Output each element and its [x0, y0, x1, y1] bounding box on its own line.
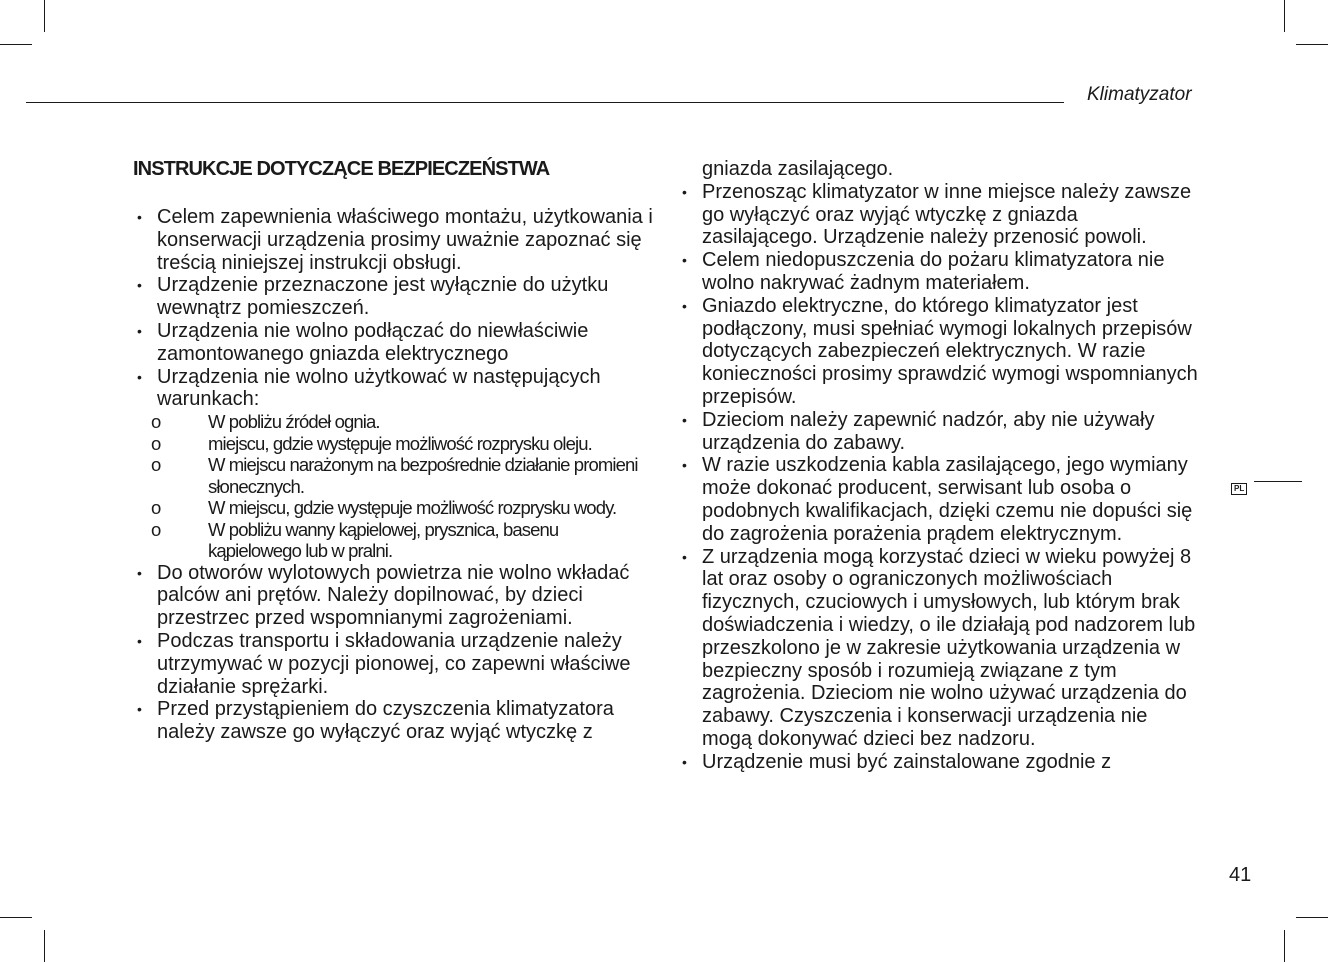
list-item: • Podczas transportu i składowania urządzenie należy utrzymywać w pozycji pionowej, co zapewni właściwe działanie sprężarki. [133, 630, 653, 698]
sublist-item: o W miejscu, gdzie występuje możliwość rozprysku wody. [133, 497, 653, 519]
conditions-sublist [133, 411, 653, 562]
language-tab-rule [1254, 481, 1302, 482]
list-item-continuation: gniazda zasilającego. [702, 158, 894, 180]
list-item: • Celem zapewnienia właściwego montażu, użytkowania i konserwacji urządzenia prosimy uważnie zapoznać się treścią niniejszej instrukcji obsługi. [133, 206, 653, 274]
safety-list [133, 206, 653, 411]
crop-mark [1284, 930, 1285, 962]
list-item: • Urządzenia nie wolno użytkować w następujących warunkach: [133, 366, 653, 412]
sublist-item: o miejscu, gdzie występuje możliwość rozprysku oleju. [133, 433, 653, 455]
list-item: • W razie uszkodzenia kabla zasilającego, jego wymiany może dokonać producent, serwisant lub osoba o podobnych kwalifikacjach, dzięki czemu nie dopuści się do zagrożenia porażenia prądem elektrycznym. [678, 454, 1198, 545]
section-heading: INSTRUKCJE DOTYCZĄCE BEZPIECZEŃSTWA [133, 158, 550, 180]
safety-list-right [678, 158, 1198, 774]
crop-mark [44, 0, 45, 32]
header-rule [26, 102, 1064, 103]
list-item: • Dzieciom należy zapewnić nadzór, aby nie używały urządzenia do zabawy. [678, 409, 1198, 455]
list-item: • Urządzenie przeznaczone jest wyłącznie do użytku wewnątrz pomieszczeń. [133, 274, 653, 320]
safety-list-continued [133, 562, 653, 744]
crop-mark [1296, 917, 1328, 918]
crop-mark [0, 44, 32, 45]
sublist-item: o W pobliżu wanny kąpielowej, prysznica, basenu kąpielowego lub w pralni. [133, 519, 653, 562]
crop-mark [0, 917, 32, 918]
list-item: • Urządzenie musi być zainstalowane zgodnie z [678, 751, 1198, 774]
crop-mark [1284, 0, 1285, 32]
language-badge: PL [1231, 483, 1247, 495]
list-item: • Urządzenia nie wolno podłączać do niewłaściwie zamontowanego gniazda elektrycznego [133, 320, 653, 366]
crop-mark [44, 930, 45, 962]
left-column [133, 157, 653, 744]
list-item: • Przenosząc klimatyzator w inne miejsce należy zawsze go wyłączyć oraz wyjąć wtyczkę z gniazda zasilającego. Urządzenie należy przenosić powoli. [678, 181, 1198, 249]
list-item: • Z urządzenia mogą korzystać dzieci w wieku powyżej 8 lat oraz osoby o ograniczonych możliwościach fizycznych, czuciowych i umysłowych, lub którym brak doświadczenia i wiedzy, o ile działają pod nadzorem lub przeszkolono je w zakresie użytkowania urządzenia w bezpieczny sposób i rozumieją związane z tym zagrożenia. Dzieciom nie wolno używać urządzenia do zabawy. Czyszczenia i konserwacji urządzenia nie mogą dokonywać dzieci bez nadzoru. [678, 546, 1198, 751]
list-item: • Celem niedopuszczenia do pożaru klimatyzatora nie wolno nakrywać żadnym materiałem. [678, 249, 1198, 295]
crop-mark [1296, 44, 1328, 45]
list-item: • Przed przystąpieniem do czyszczenia klimatyzatora należy zawsze go wyłączyć oraz wyjąć wtyczkę z [133, 698, 653, 744]
right-column [678, 158, 1198, 774]
list-item: • Gniazdo elektryczne, do którego klimatyzator jest podłączony, musi spełniać wymogi lokalnych przepisów dotyczących zabezpieczeń elektrycznych. W razie konieczności prosimy sprawdzić wymogi wspomnianych przepisów. [678, 295, 1198, 409]
sublist-item: o W miejscu narażonym na bezpośrednie działanie promieni słonecznych. [133, 454, 653, 497]
running-header: Klimatyzator [1087, 84, 1192, 105]
sublist-item: o W pobliżu źródeł ognia. [133, 411, 653, 433]
list-item: • Do otworów wylotowych powietrza nie wolno wkładać palców ani prętów. Należy dopilnować, by dzieci przestrzec przed wspomnianymi zagrożeniami. [133, 562, 653, 630]
page-number: 41 [1229, 864, 1252, 886]
